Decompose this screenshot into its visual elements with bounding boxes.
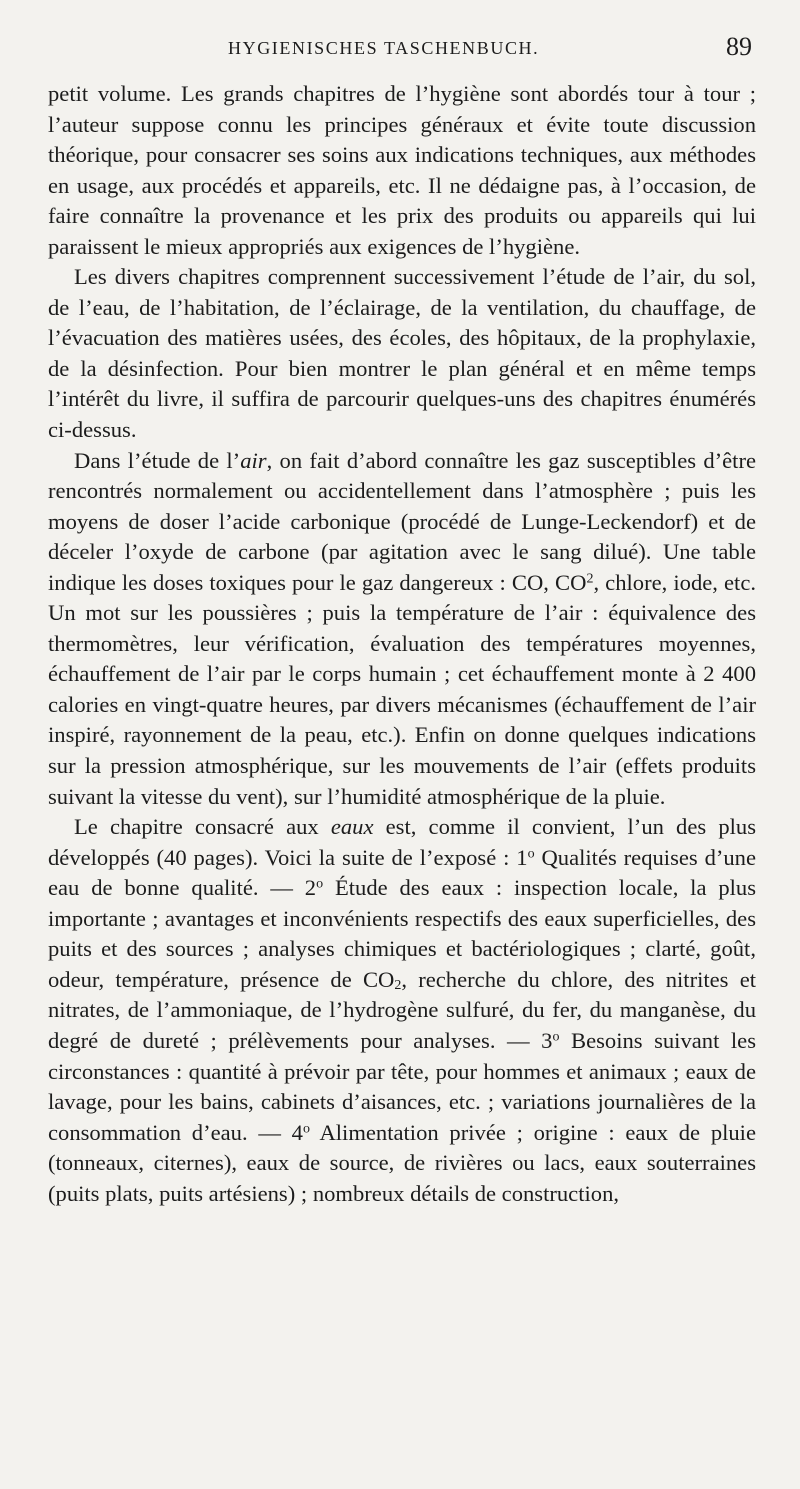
text-run: Étude des eaux : inspection locale, la plus importante ; avantages et inconvénients respectifs des eaux superficielles, des puits et des sources ; analyses chimiques et bactériologiques ; clarté, goût, odeur, température, présence de CO bbox=[48, 875, 756, 992]
text-sub: 2 bbox=[394, 977, 402, 993]
text-run: Le chapitre consacré aux bbox=[74, 814, 331, 840]
text-sup: o bbox=[552, 1029, 560, 1045]
text-run: Besoins suivant les circonstances : quantité à prévoir par tête, pour hommes et animaux ; eaux de lavage, pour les bains, cabinets d’aisances, etc. ; variations journalières de la consommation d’eau. — 4 bbox=[48, 1027, 756, 1145]
text-run: , chlore, iode, etc. Un mot sur les poussières ; puis la température de l’air : équivalence des thermomètres, leur vérification, évaluation des températures moyennes, échauffement de l’air par le corps humain ; cet échauffement monte à 2 400 calories en vingt-quatre heures, par divers mécanismes (échauffement de l’air inspiré, rayonnement de la peau, etc.). Enfin on donne quelques indications sur la pression atmosphérique, sur les mouvements de l’air (effets produits suivant la vitesse du vent), sur l’humidité atmosphérique de la pluie. bbox=[48, 569, 756, 809]
text-run: petit volume. Les grands chapitres de l’hygiène sont abordés tour à tour ; l’auteur suppose connu les principes généraux et évite toute discussion théorique, pour consacrer ses soins aux indications techniques, aux méthodes en usage, aux procédés et appareils, etc. Il ne dédaigne pas, à l’occasion, de faire connaître la provenance et les prix des produits ou appareils qui lui paraissent le mieux appropriés aux exigences de l’hygiène. bbox=[48, 81, 756, 259]
text-sup: 2 bbox=[586, 571, 594, 587]
paragraph bbox=[48, 812, 756, 1209]
text-run: , recherche du chlore, des nitrites et nitrates, de l’ammoniaque, de l’hydrogène sulfuré, du fer, du manganèse, du degré de dureté ; prélèvements pour analyses. — 3 bbox=[48, 966, 756, 1053]
running-title: HYGIENISCHES TASCHENBUCH. bbox=[228, 38, 540, 58]
text-em: eaux bbox=[330, 814, 374, 840]
text-sup: o bbox=[527, 845, 535, 861]
text-sup: o bbox=[316, 876, 324, 892]
page-number: 89 bbox=[726, 32, 752, 61]
text-run: Alimentation privée ; origine : eaux de pluie (tonneaux, citernes), eaux de source, de rivières ou lacs, eaux souterraines (puits plats, puits artésiens) ; nombreux détails de construction, bbox=[48, 1119, 756, 1206]
text-sup: o bbox=[302, 1120, 310, 1136]
paragraph bbox=[48, 446, 756, 813]
paragraph bbox=[48, 262, 756, 445]
body-text bbox=[48, 79, 756, 1209]
text-run: est, comme il convient, l’un des plus développés (40 pages). Voici la suite de l’exposé : 1 bbox=[48, 814, 756, 870]
text-em: air bbox=[240, 447, 267, 473]
running-header bbox=[0, 30, 800, 70]
paragraph bbox=[48, 79, 756, 262]
text-run: Qualités requises d’une eau de bonne qualité. — 2 bbox=[48, 844, 757, 901]
text-run: , on fait d’abord connaître les gaz susceptibles d’être rencontrés normalement ou accidentellement dans l’atmosphère ; puis les moyens de doser l’acide carbonique (procédé de Lunge-Leckendorf) et de déceler l’oxyde de carbone (par agitation avec le sang dilué). Une table indique les doses toxiques pour le gaz dangereux : CO, CO bbox=[48, 447, 756, 595]
text-run: Dans l’étude de l’ bbox=[74, 447, 241, 473]
text-run: Les divers chapitres comprennent successivement l’étude de l’air, du sol, de l’eau, de l’habitation, de l’éclairage, de la ventilation, du chauffage, de l’évacuation des matières usées, des écoles, des hôpitaux, de la prophylaxie, de la désinfection. Pour bien montrer le plan général et en même temps l’intérêt du livre, il suffira de parcourir quelques-uns des chapitres énumérés ci-dessus. bbox=[48, 264, 756, 443]
